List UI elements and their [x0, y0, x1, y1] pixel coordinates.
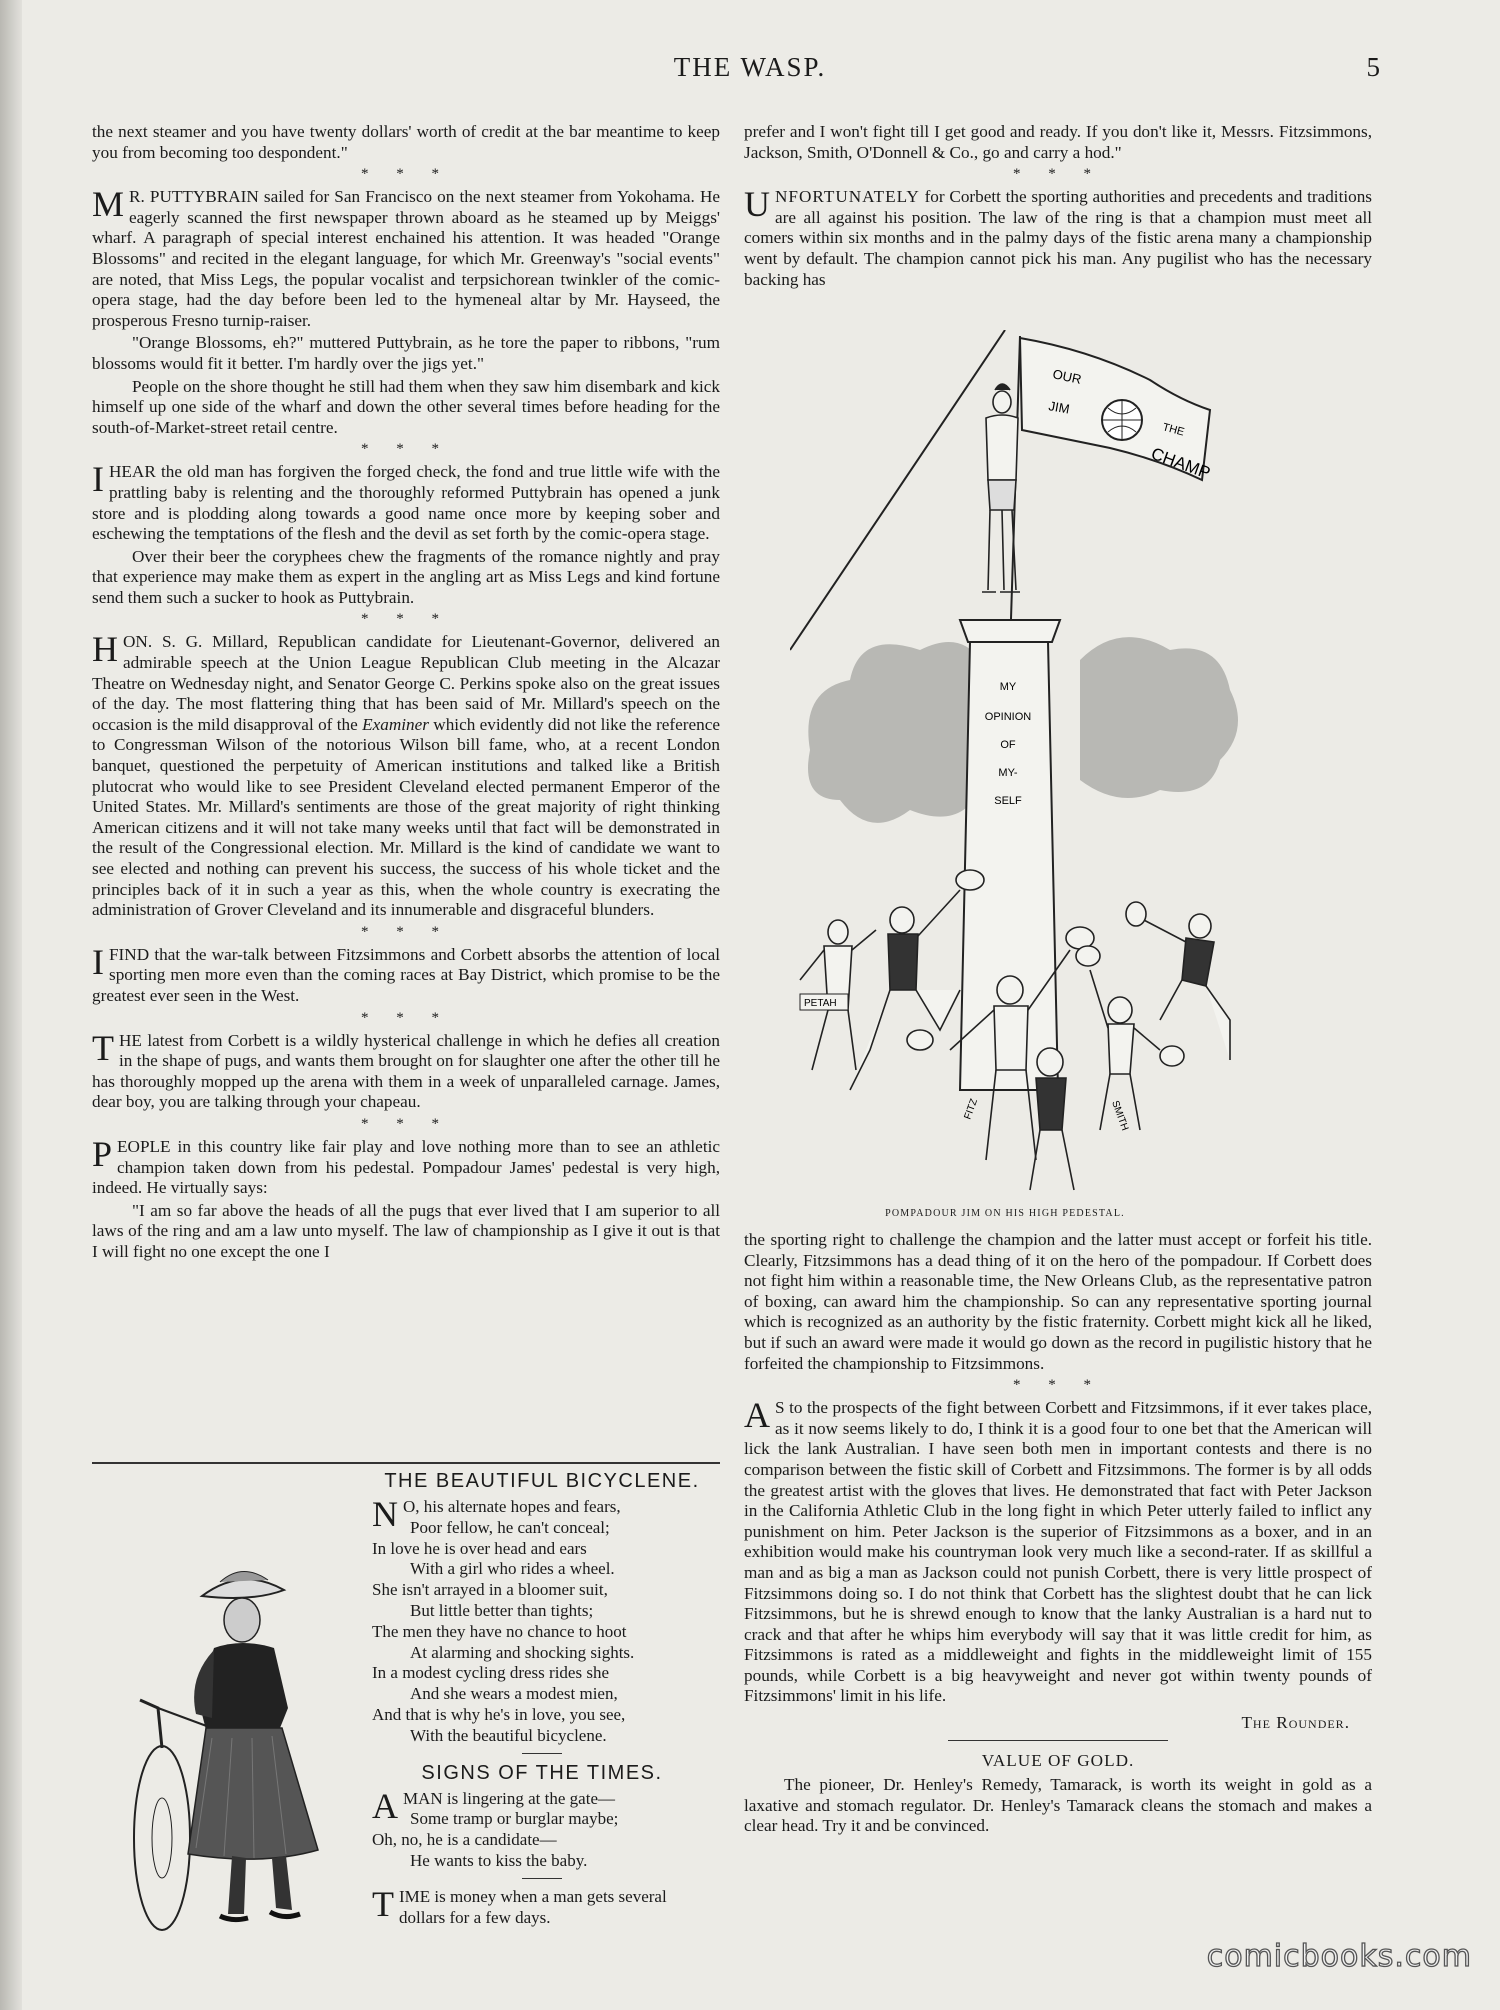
poem-line: Oh, no, he is a candidate—	[372, 1830, 557, 1850]
pedestal-cap	[960, 620, 1060, 642]
pompadour-jim-cartoon	[790, 330, 1250, 1200]
label-fitz: FITZ	[962, 1097, 981, 1122]
flag-text-our: OUR	[1051, 366, 1083, 387]
drop-cap: T	[92, 1027, 114, 1068]
pedestal-text: OF	[1000, 739, 1016, 751]
poem-beautiful-bicyclene	[372, 1470, 712, 1928]
poem-line: But little better than tights;	[410, 1600, 594, 1620]
poem-line: He wants to kiss the baby.	[410, 1850, 588, 1870]
section-rule	[948, 1740, 1168, 1741]
hat	[202, 1579, 284, 1598]
paragraph: Over their beer the coryphees chew the fragments of the romance nightly and pray that experience may make them as expert in the angling art as Miss Legs and kind fortune send them such a sucker to hook as Puttybrain.	[92, 546, 720, 607]
paragraph-war-talk: IFIND that the war-talk between Fitzsimmons and Corbett absorbs the attention of local sporting men more even than the coming races at Bay District, which promise to be the greatest ever seen in the West.	[92, 941, 720, 1005]
paragraph: the sporting right to challenge the champion and the latter must accept or forfeit his title. Clearly, Fitzsimmons has a dead thing of it on the hero of the pompadour. If Corbett does not fight him within a reasonable time, the New Orleans Club, as the representative patron of boxing, can award him the championship. So can any representative sporting journal which is recognized as an authority by the fistic fraternity. Corbett might kick all he liked, but if such an award were made it would go down as the record in pugilistic history that he forfeited the championship to Fitzsimmons.	[744, 1230, 1372, 1373]
poem-line: The men they have no chance to hoot	[372, 1621, 627, 1641]
section-divider: * * *	[361, 611, 451, 628]
poem-line: She isn't arrayed in a bloomer suit,	[372, 1580, 608, 1600]
flag-text-jim: JIM	[1047, 398, 1071, 417]
left-column	[92, 122, 720, 1265]
poem-line: A MAN is lingering at the gate—	[372, 1785, 615, 1826]
page-gutter-shadow	[0, 0, 22, 2010]
poem-line: Poor fellow, he can't conceal;	[410, 1517, 610, 1537]
filler-paragraph: TIME is money when a man gets several dollars for a few days.	[372, 1883, 667, 1927]
pedestal-text: SELF	[994, 795, 1022, 807]
section-divider: * * *	[361, 1115, 451, 1132]
drop-cap: A	[372, 1785, 398, 1826]
legs	[228, 1856, 292, 1914]
label-peter: PETAH	[804, 998, 837, 1009]
paragraph-corbett-challenge: THE latest from Corbett is a wildly hysterical challenge in which he defies all creation in the shape of pugs, and wants them brought on for slaughter one after the other till he has thoroughly mopped up the arena with them in a week of unparalleled carnage. James, dear boy, you are talking through your chapeau.	[92, 1027, 720, 1112]
drop-cap: H	[92, 629, 118, 670]
section-divider: * * *	[361, 441, 451, 458]
divider	[522, 1753, 562, 1754]
drop-cap: N	[372, 1494, 398, 1534]
paragraph-fair-play: PEOPLE in this country like fair play and love nothing more than to see an athletic champion taken down from his pedestal. Pompadour James' pedestal is very high, indeed. He virtually says:	[92, 1133, 720, 1198]
signature: The Rounder.	[1241, 1713, 1350, 1733]
bicycle-girl-illustration	[92, 1478, 342, 1938]
poem-line: N O, his alternate hopes and fears,	[372, 1494, 621, 1534]
cartoon-caption: POMPADOUR JIM ON HIS HIGH PEDESTAL.	[885, 1208, 1125, 1219]
paragraph-millard: HON. S. G. Millard, Republican candidate for Lieutenant-Governor, delivered an admirable speech at the Union League Republican Club meeting in the Alcazar Theatre on Wednesday night, and Senator George C. Perkins spoke also on the great issues of the day. The most flattering thing that has been said of Mr. Millard's speech on the occasion is the mild disapproval of the Examiner which evidently did not like the reference to Congressman Wilson of the notorious Wilson bill fame, who, at a recent London banquet, questioned the perpetuity of American institutions and talked like a British plutocrat who would like to see President Cleveland elected permanent Emperor of the United States. Mr. Millard's sentiments are those of the great majority of right thinking American citizens and it will not take many weeks until that fact will be demonstrated in the result of the Congressional election. Mr. Millard is the kind of candidate we want to see elected and nothing can prevent his success, the success of his whole ticket and the principles back of it in such a year as this, when the whole country is execrating the administration of Grover Cleveland and its innumerable and disgraceful blunders.	[92, 629, 720, 920]
poem-line: In a modest cycling dress rides she	[372, 1663, 609, 1683]
bicycle-front-wheel	[134, 1746, 190, 1930]
label-smith: SMITH	[1109, 1099, 1131, 1133]
watermark: comicbooks.com	[1206, 1939, 1472, 1974]
section-divider: * * *	[1013, 166, 1103, 183]
paragraph: prefer and I won't fight till I get good and ready. If you don't like it, Messrs. Fitzsimmons, Jackson, Smith, O'Donnell & Co., go and carry a hod."	[744, 122, 1372, 162]
paragraph-i-hear: IHEAR the old man has forgiven the forged check, the fond and true little wife with the prattling baby is relenting and the thoroughly reformed Puttybrain has opened a junk store and is plodding along towards a good name once more by keeping sober and eschewing the temptations of the flesh and the devil as set forth by the comic-opera stage.	[92, 459, 720, 544]
value-of-gold-title: VALUE OF GOLD.	[981, 1750, 1135, 1770]
poem-line: In love he is over head and ears	[372, 1538, 587, 1558]
right-column-bottom	[744, 1230, 1372, 1839]
drop-cap: I	[92, 941, 104, 982]
paragraph: the next steamer and you have twenty dollars' worth of credit at the bar meantime to keep you from becoming too despondent."	[92, 122, 720, 162]
drop-cap: U	[744, 184, 770, 225]
poem-title-signs: SIGNS OF THE TIMES.	[421, 1761, 663, 1784]
poem-line: And that is why he's in love, you see,	[372, 1704, 626, 1724]
section-divider: * * *	[361, 166, 451, 183]
paragraph-unfortunately: UNFORTUNATELY for Corbett the sporting authorities and precedents and traditions are all against his position. The law of the ring is that a champion must meet all comers within six months and in the palmy days of the fistic arena many a championship went by default. The champion cannot pick his man. Any pugilist who has the necessary backing has	[744, 184, 1372, 289]
drop-cap: A	[744, 1395, 770, 1436]
flag-pole	[790, 330, 1005, 650]
divider	[522, 1878, 562, 1879]
page-number: 5	[1366, 52, 1380, 82]
pedestal-text: MY	[999, 681, 1017, 693]
poem-line: And she wears a modest mien,	[410, 1684, 618, 1704]
section-divider: * * *	[361, 923, 451, 940]
face	[224, 1598, 260, 1642]
value-of-gold-text: The pioneer, Dr. Henley's Remedy, Tamarack, is worth its weight in gold as a laxative and stomach regulator. Dr. Henley's Tamarack cleans the stomach and makes a clear head. Try it and be convinced.	[744, 1775, 1372, 1836]
poem-line: With the beautiful bicyclene.	[410, 1725, 607, 1745]
poem-lines	[372, 1785, 712, 1872]
tree-shading	[808, 642, 990, 823]
section-rule	[92, 1462, 720, 1464]
running-head-title: THE WASP.	[673, 52, 827, 82]
drop-cap: T	[372, 1883, 394, 1924]
pedestal-text: MY-	[998, 767, 1018, 779]
poem-line: At alarming and shocking sights.	[410, 1642, 635, 1662]
pedestal-text: OPINION	[984, 711, 1032, 723]
paragraph-puttybrain-sails: M R. PUTTYBRAIN sailed for San Francisco on the next steamer from Yokohama. He eagerly scanned the first newspaper thrown aboard as he steamed up by Meiggs' wharf. A paragraph of special interest enchained his attention. It was headed "Orange Blossoms" and recited in the elegant language, for which Mr. Greenway's "social events" are noted, that Miss Legs, the popular vocalist and terpsichorean twinkler of the comic-opera stage, had the day before been led to the hymeneal altar by Mr. Hayseed, the prosperous Fresno turnip-raiser.	[92, 184, 720, 330]
paragraph: "Orange Blossoms, eh?" muttered Puttybrain, as he tore the paper to ribbons, "rum blossoms would fit it better. I'm hardly over the jigs yet."	[92, 333, 720, 373]
flag-text-the: THE	[1161, 421, 1186, 439]
paragraph: People on the shore thought he still had them when they saw him disembark and kick himself up one side of the wharf and down the other several times before heading for the south-of-Market-street retail centre.	[92, 376, 720, 437]
jim-figure	[982, 384, 1020, 592]
section-divider: * * *	[1013, 1377, 1103, 1394]
paragraph-prospects: A S to the prospects of the fight between Corbett and Fitzsimmons, if it ever takes place, as it now seems likely to do, I think it is a good four to one bet that the American will lick the lank Australian. I have seen both men in important contests and there is no comparison between the fistic skill of Corbett and Fitzsimmons. The former is by all odds the greatest artist with the gloves that lives. He demonstrated that fact with Peter Jackson in the California Athletic Club in the long fight in which Peter utterly failed to inflict any punishment on him. Peter Jackson is the superior of Fitzsimmons as a boxer, and in an exhibition would make his countryman look very much like a second-rater. If as skillful a man and as big a man as Jackson could not punish Corbett, there is very little prospect of Fitzsimmons doing so. I do not think that Corbett has the slightest doubt that he can lick Fitzsimmons, but he is shrewd enough to know that the lanky Australian is a hard nut to crack and that after he whips him everybody will say that it was little credit for him, as Fitzsimmons is rated as a middleweight and fights in the middleweight limit of 155 pounds, while Corbett is a big heavyweight and never got within twenty pounds of Fitzsimmons' limit in his life.	[744, 1395, 1372, 1706]
poem-title: THE BEAUTIFUL BICYCLENE.	[384, 1470, 700, 1492]
poem-line: Some tramp or burglar maybe;	[410, 1809, 619, 1829]
sleeve	[194, 1650, 214, 1718]
paragraph-quote: "I am so far above the heads of all the pugs that ever lived that I am superior to all laws of the ring and am a law unto myself. The law of championship as I give it out is that I will fight no one except the one I	[92, 1200, 720, 1261]
drop-cap: M	[92, 184, 125, 225]
poem-line: With a girl who rides a wheel.	[410, 1559, 615, 1579]
drop-cap: P	[92, 1133, 113, 1174]
flag-text-champ: CHAMP	[1148, 443, 1213, 483]
drop-cap: I	[92, 459, 104, 500]
right-column-top	[744, 122, 1372, 292]
section-divider: * * *	[361, 1009, 451, 1026]
poem-lines	[372, 1494, 712, 1747]
